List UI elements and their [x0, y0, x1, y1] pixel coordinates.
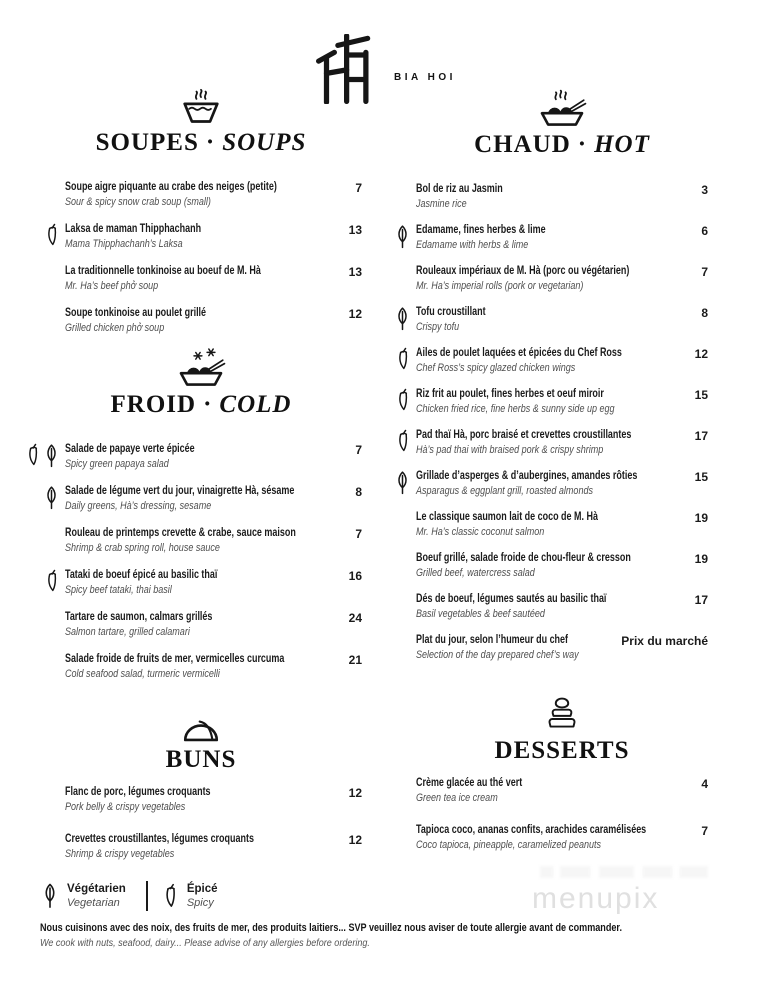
item-name-fr: Tartare de saumon, calmars grillés — [65, 611, 213, 623]
leaf-icon — [395, 224, 410, 250]
chili-pepper-icon — [46, 223, 59, 247]
item-name-en: Spicy green papaya salad — [65, 458, 169, 470]
chili-pepper-icon — [397, 429, 410, 453]
menu-item — [65, 442, 362, 471]
section-header — [416, 696, 708, 766]
leaf-icon — [42, 882, 58, 910]
item-name-fr: Tataki de boeuf épicé au basilic thaï — [65, 569, 218, 581]
item-price: Prix du marché — [621, 634, 708, 648]
item-price: 7 — [701, 265, 708, 279]
item-name-fr: Ailes de poulet laquées et épicées du Chef Ross — [416, 347, 622, 359]
item-price: 24 — [348, 611, 362, 625]
item-name-fr: Bol de riz au Jasmin — [416, 183, 503, 195]
dietary-marks — [44, 485, 65, 511]
menu-item — [65, 264, 362, 293]
item-name-en: Daily greens, Hà’s dressing, sesame — [65, 500, 212, 512]
menu-items-list — [416, 776, 708, 852]
item-name-en: Chicken fried rice, fine herbs & sunny side up egg — [416, 403, 615, 415]
item-name-fr: Grillade d’asperges & d’aubergines, amandes rôties — [416, 470, 638, 482]
menu-item-text — [65, 442, 355, 471]
item-price: 3 — [701, 183, 708, 197]
dietary-marks — [395, 306, 416, 332]
menu-item — [65, 568, 362, 597]
section-title: SOUPES · SOUPS — [95, 129, 307, 156]
menu-item — [416, 823, 708, 852]
section-chaud — [416, 88, 708, 662]
item-price: 15 — [694, 470, 708, 484]
menu-item — [416, 469, 708, 498]
allergy-note — [40, 921, 738, 950]
dietary-marks — [395, 224, 416, 250]
leaf-icon — [44, 485, 59, 511]
item-name-en: Jasmine rice — [416, 198, 467, 210]
item-name-en: Chef Ross’s spicy glazed chicken wings — [416, 362, 576, 374]
menu-item-text — [416, 592, 695, 621]
item-price: 13 — [348, 223, 362, 237]
item-name-fr: Salade de papaye verte épicée — [65, 443, 195, 455]
menu-item-text — [65, 526, 355, 555]
item-name-en: Shrimp & crispy vegetables — [65, 848, 175, 860]
item-name-en: Selection of the day prepared chef’s way — [416, 649, 579, 661]
section-header — [416, 88, 708, 160]
section-header — [40, 348, 362, 420]
stacked-dessert-icon — [546, 696, 578, 734]
dietary-marks — [395, 470, 416, 496]
menu-item — [416, 633, 708, 662]
menu-item — [65, 484, 362, 513]
chili-pepper-icon — [27, 443, 40, 467]
item-name-en: Salmon tartare, grilled calamari — [65, 626, 190, 638]
section-title: DESSERTS — [494, 737, 630, 764]
item-name-fr: Le classique saumon lait de coco de M. Hà — [416, 511, 598, 523]
menu-item — [65, 306, 362, 335]
leaf-icon — [395, 306, 410, 332]
bun-icon — [180, 715, 222, 743]
item-name-fr: La traditionnelle tonkinoise au boeuf de M. Hà — [65, 265, 261, 277]
item-name-fr: Tapioca coco, ananas confits, arachides caramélisées — [416, 824, 647, 836]
menu-items-list — [65, 785, 362, 861]
menu-item — [65, 785, 362, 814]
item-name-fr: Soupe aigre piquante au crabe des neiges (petite) — [65, 181, 277, 193]
menu-item — [416, 428, 708, 457]
item-name-en: Coco tapioca, pineapple, caramelized peanuts — [416, 839, 602, 851]
item-price: 12 — [348, 786, 362, 800]
dietary-marks — [27, 443, 65, 469]
menu-item-text — [416, 223, 701, 252]
menu-item — [65, 180, 362, 209]
menu-item-text — [65, 832, 349, 861]
menu-item-text — [416, 823, 701, 852]
item-name-en: Edamame with herbs & lime — [416, 239, 529, 251]
menu-item-text — [65, 180, 355, 209]
item-price: 12 — [694, 347, 708, 361]
item-name-en: Basil vegetables & beef sautéed — [416, 608, 545, 620]
menu-item-text — [416, 469, 695, 498]
legend-vegetarian — [42, 882, 126, 910]
item-name-fr: Crevettes croustillantes, légumes croquants — [65, 833, 254, 845]
faint-watermark-smudge — [540, 866, 708, 878]
right-column — [416, 88, 708, 911]
item-name-en: Mr. Ha’s classic coconut salmon — [416, 526, 545, 538]
left-column — [40, 88, 362, 911]
item-name-en: Sour & spicy snow crab soup (small) — [65, 196, 211, 208]
item-price: 12 — [348, 307, 362, 321]
legend-spicy-label-fr: Épicé — [186, 883, 218, 895]
item-name-fr: Boeuf grillé, salade froide de chou-fleur & cresson — [416, 552, 631, 564]
section-header — [40, 88, 362, 158]
dietary-legend — [42, 881, 362, 911]
item-name-en: Green tea ice cream — [416, 792, 498, 804]
menu-item — [65, 222, 362, 251]
menu-item — [416, 387, 708, 416]
menu-item-text — [416, 776, 701, 805]
item-price: 21 — [348, 653, 362, 667]
item-price: 7 — [355, 443, 362, 457]
item-name-fr: Tofu croustillant — [416, 306, 486, 318]
chili-pepper-icon — [164, 883, 178, 909]
menu-item — [416, 776, 708, 805]
brand-tagline: BIA HOI — [394, 71, 456, 83]
item-price: 8 — [355, 485, 362, 499]
item-name-fr: Rouleaux impériaux de M. Hà (porc ou végétarien) — [416, 265, 630, 277]
item-name-en: Grilled chicken phở soup — [65, 322, 165, 334]
item-name-fr: Rouleau de printemps crevette & crabe, sauce maison — [65, 527, 296, 539]
item-name-fr: Plat du jour, selon l’humeur du chef — [416, 634, 569, 646]
menu-item — [416, 223, 708, 252]
menu-item — [65, 526, 362, 555]
cold-dish-icon — [175, 348, 227, 388]
section-desserts — [416, 696, 708, 852]
item-name-fr: Salade froide de fruits de mer, vermicelles curcuma — [65, 653, 285, 665]
chili-pepper-icon — [397, 347, 410, 371]
menu-item-text — [65, 222, 349, 251]
menu-items-list — [65, 442, 362, 681]
item-name-fr: Soupe tonkinoise au poulet grillé — [65, 307, 207, 319]
dietary-marks — [397, 388, 416, 412]
item-price: 19 — [694, 511, 708, 525]
allergy-note-en: We cook with nuts, seafood, dairy... Please advise of any allergies before ordering. — [40, 937, 370, 949]
item-name-fr: Edamame, fines herbes & lime — [416, 224, 546, 236]
item-name-fr: Flanc de porc, légumes croquants — [65, 786, 211, 798]
legend-veg-label-fr: Végétarien — [67, 883, 126, 895]
menu-item — [65, 610, 362, 639]
section-froid — [40, 348, 362, 681]
section-title: FROID · COLD — [110, 391, 292, 418]
menu-item — [416, 182, 708, 211]
menu-item-text — [416, 182, 701, 211]
item-name-fr: Riz frit au poulet, fines herbes et oeuf miroir — [416, 388, 604, 400]
legend-divider — [146, 881, 148, 911]
menu-items-list — [416, 182, 708, 662]
item-name-en: Cold seafood salad, turmeric vermicelli — [65, 668, 220, 680]
menu-item — [416, 264, 708, 293]
item-price: 7 — [355, 527, 362, 541]
dietary-marks — [397, 429, 416, 453]
menu-item-text — [416, 346, 695, 375]
menu-item — [416, 592, 708, 621]
item-price: 15 — [694, 388, 708, 402]
menu-item-text — [416, 551, 695, 580]
menu-item-text — [65, 306, 349, 335]
leaf-icon — [395, 470, 410, 496]
item-name-en: Shrimp & crab spring roll, house sauce — [65, 542, 220, 554]
menu-item-text — [65, 610, 349, 639]
menu-item-text — [65, 264, 349, 293]
item-name-fr: Pad thaï Hà, porc braisé et crevettes croustillantes — [416, 429, 632, 441]
leaf-icon — [44, 443, 59, 469]
menu-item — [416, 510, 708, 539]
section-title: BUNS — [165, 746, 237, 773]
menupix-watermark: menupix — [532, 882, 660, 915]
menu-item — [65, 652, 362, 681]
item-name-fr: Salade de légume vert du jour, vinaigrette Hà, sésame — [65, 485, 295, 497]
menu-item-text — [416, 633, 621, 662]
item-price: 4 — [701, 777, 708, 791]
item-name-fr: Dés de boeuf, légumes sautés au basilic thaï — [416, 593, 607, 605]
item-name-fr: Laksa de maman Thipphachanh — [65, 223, 202, 235]
steaming-soup-bowl-icon — [179, 88, 223, 126]
chili-pepper-icon — [397, 388, 410, 412]
item-name-en: Hà’s pad thai with braised pork & crispy shrimp — [416, 444, 604, 456]
item-price: 13 — [348, 265, 362, 279]
item-name-en: Spicy beef tataki, thai basil — [65, 584, 172, 596]
item-name-en: Crispy tofu — [416, 321, 460, 333]
dietary-marks — [397, 347, 416, 371]
item-price: 16 — [348, 569, 362, 583]
menu-item — [416, 346, 708, 375]
menu-item-text — [65, 568, 349, 597]
item-name-en: Grilled beef, watercress salad — [416, 567, 535, 579]
dietary-marks — [46, 569, 65, 593]
legend-spicy-label-en: Spicy — [186, 897, 214, 909]
menu-item-text — [416, 264, 701, 293]
menu-item-text — [416, 387, 695, 416]
menu-columns — [40, 88, 708, 911]
item-price: 17 — [694, 429, 708, 443]
menu-item-text — [416, 510, 695, 539]
item-price: 17 — [694, 593, 708, 607]
item-price: 6 — [701, 224, 708, 238]
chili-pepper-icon — [46, 569, 59, 593]
item-name-en: Mr. Ha’s beef phở soup — [65, 280, 159, 292]
legend-spicy — [164, 882, 218, 910]
legend-veg-label-en: Vegetarian — [67, 897, 120, 909]
item-price: 8 — [701, 306, 708, 320]
menu-item — [65, 832, 362, 861]
menu-item-text — [65, 484, 355, 513]
item-price: 19 — [694, 552, 708, 566]
menu-item-text — [416, 428, 695, 457]
menu-item-text — [416, 305, 701, 334]
hot-dish-icon — [536, 88, 588, 128]
section-buns — [40, 715, 362, 861]
item-price: 7 — [355, 181, 362, 195]
item-name-en: Asparagus & eggplant grill, roasted almonds — [416, 485, 594, 497]
item-name-en: Mama Thipphachanh’s Laksa — [65, 238, 183, 250]
menu-item — [416, 305, 708, 334]
item-name-en: Mr. Ha’s imperial rolls (pork or vegetarian) — [416, 280, 584, 292]
allergy-note-fr: Nous cuisinons avec des noix, des fruits de mer, des produits laitiers... SVP veuillez nous aviser de toute allergie avant de commander. — [40, 922, 622, 934]
section-soupes — [40, 88, 362, 335]
dietary-marks — [46, 223, 65, 247]
menu-item-text — [65, 652, 349, 681]
section-header — [40, 715, 362, 775]
item-price: 7 — [701, 824, 708, 838]
section-title: CHAUD · HOT — [474, 131, 650, 158]
menu-item-text — [65, 785, 349, 814]
item-name-fr: Crème glacée au thé vert — [416, 777, 523, 789]
item-name-en: Pork belly & crispy vegetables — [65, 801, 186, 813]
menu-item — [416, 551, 708, 580]
menu-items-list — [65, 180, 362, 335]
item-price: 12 — [348, 833, 362, 847]
